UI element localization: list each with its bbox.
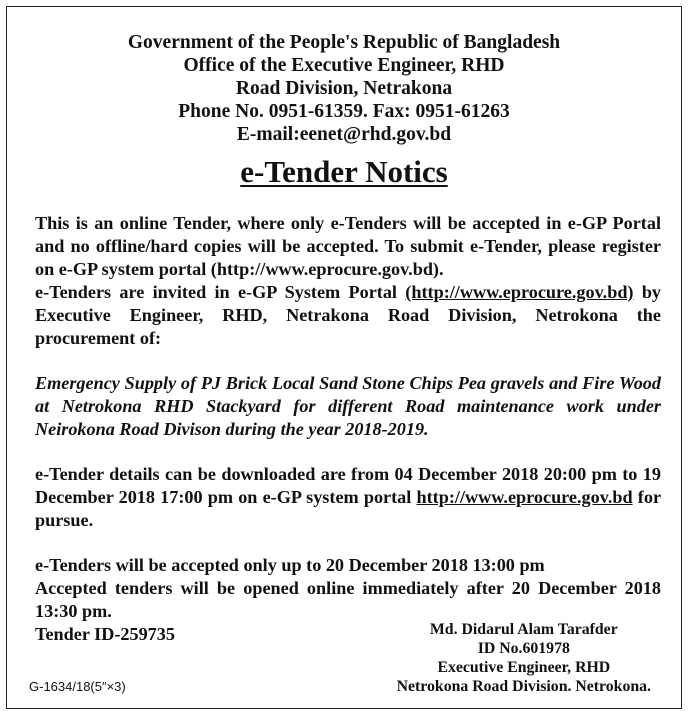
signatory-id: ID No.601978 [477,640,570,657]
eprocure-link[interactable]: (http://www.eprocure.gov.bd) [405,282,634,302]
invitation-paragraph [35,281,661,350]
download-pre: e-Tender details can be downloaded are from 04 December 2018 20:00 pm to 19 December 2018 17:00 pm on e-GP system portal [35,464,661,507]
header-division: Road Division, Netrakona [235,78,453,99]
header-phone-fax: Phone No. 0951-61359. Fax: 0951-61263 [178,101,510,122]
header-office: Office of the Executive Engineer, RHD [183,55,505,76]
notice-header [7,31,681,146]
opening-line: Accepted tenders will be opened online immediately after 20 December 2018 13:30 pm. [35,578,661,621]
signatory-office: Netrokona Road Division. Netrokona. [396,678,651,695]
procurement-description: Emergency Supply of PJ Brick Local Sand Stone Chips Pea gravels and Fire Wood at Netrokona RHD Stackyard for different Road maintenance work under Neirokona Road Divison during the year 2018-2019. [35,373,661,439]
download-post: for pursue. [35,487,662,530]
invitation-post: by Executive Engineer, RHD, Netrakona Road Division, Netrokona the procurement of: [35,282,662,348]
invitation-pre: e-Tenders are invited in e-GP System Portal [35,282,397,302]
download-paragraph [35,463,661,532]
signatory-name: Md. Didarul Alam Tarafder [429,621,618,638]
title-text: e-Tender Notics [240,154,448,189]
tender-id: Tender ID-259735 [35,624,175,644]
notice-body [35,212,661,646]
signature-block [397,620,651,696]
intro-paragraph: This is an online Tender, where only e-Tenders will be accepted in e-GP Portal and no offline/hard copies will be accepted. To submit e-Tender, please register on e-GP system portal (http://www.eprocure.gov.bd). [35,213,661,279]
acceptance-line: e-Tenders will be accepted only up to 20 December 2018 13:00 pm [35,555,545,575]
reference-code: G-1634/18(5″×3) [29,679,126,694]
signatory-designation: Executive Engineer, RHD [437,659,611,676]
notice-title [7,152,681,192]
header-email: E-mail:eenet@rhd.gov.bd [236,124,452,145]
tender-notice [6,6,682,709]
eprocure-link-2[interactable]: http://www.eprocure.gov.bd [416,487,633,507]
header-government: Government of the People's Republic of Bangladesh [127,32,561,53]
